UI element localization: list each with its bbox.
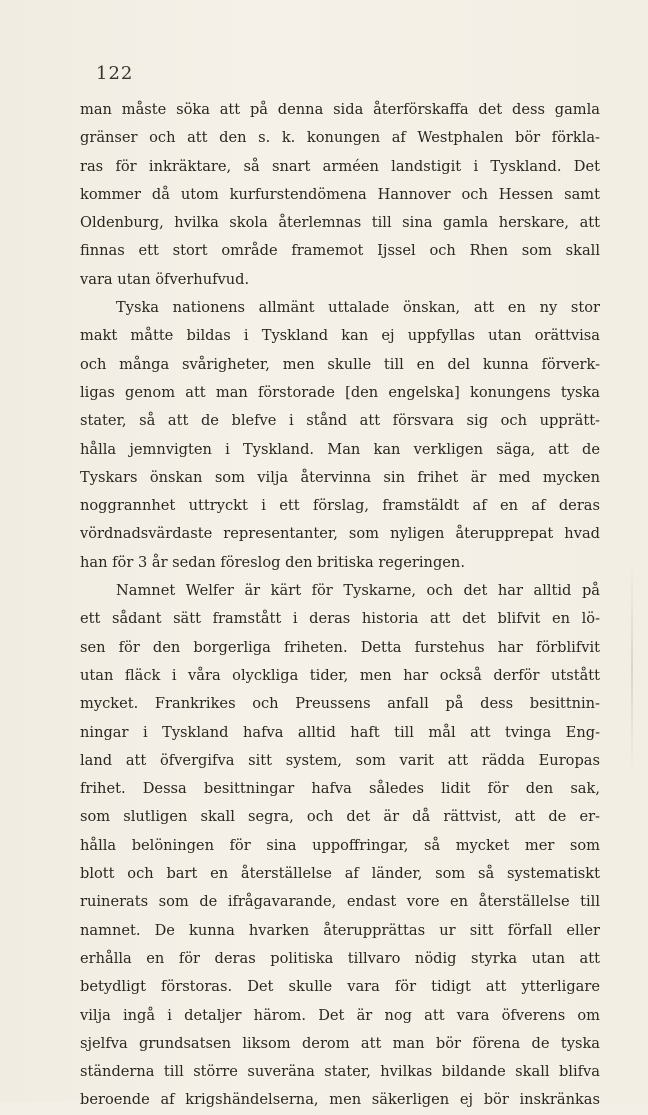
text-line: ruinerats som de ifrågavarande, endast vore en återställelse till (80, 893, 600, 911)
text-line: vördnadsvärdaste representanter, som nyligen återupprepat hvad (80, 525, 600, 543)
text-line: erhålla en för deras politiska tillvaro nödig styrka utan att (80, 949, 600, 967)
text-line: Oldenburg, hvilka skola återlemnas till sina gamla herskare, att (80, 214, 600, 232)
text-line: man måste söka att på denna sida återförskaffa det dess gamla (80, 101, 600, 118)
paragraph-2 (80, 294, 600, 577)
text-line: beroende af krigshändelserna, men säkerligen ej bör inskränkas (80, 1091, 600, 1109)
text-line: gränser och att den s. k. konungen af Westphalen bör förkla- (80, 129, 600, 147)
text-line: mycket. Frankrikes och Preussens anfall på dess besittnin- (80, 695, 600, 713)
text-line: land att öfvergifva sitt system, som varit att rädda Europas (80, 751, 600, 769)
page-number: 122 (96, 63, 134, 84)
text-line: betydligt förstoras. Det skulle vara för tidigt att ytterligare (80, 978, 600, 996)
text-line: stater, så att de blefve i stånd att försvara sig och upprätt- (80, 412, 600, 430)
text-line: blott och bart en återställelse af länder, som så systematiskt (80, 865, 600, 883)
text-line: makt måtte bildas i Tyskland kan ej uppfyllas utan orättvisa (80, 327, 600, 345)
text-line: kommer då utom kurfurstendömena Hannover och Hessen samt (80, 185, 600, 203)
text-line: sjelfva grundsatsen liksom derom att man bör förena de tyska (80, 1034, 600, 1052)
text-line: och många svårigheter, men skulle till en del kunna förverk- (80, 355, 600, 373)
paragraph-3 (80, 577, 600, 1115)
text-line: frihet. Dessa besittningar hafva således lidit för den sak, (80, 780, 600, 798)
page-edge-shadow (631, 560, 633, 780)
text-line: Tyskars önskan som vilja återvinna sin frihet är med mycken (80, 468, 600, 486)
text-line: hålla belöningen för sina uppoffringar, så mycket mer som (80, 836, 600, 854)
text-line: utan fläck i våra olyckliga tider, men har också derför utstått (80, 666, 600, 684)
text-line: vilja ingå i detaljer härom. Det är nog att vara öfverens om (80, 1006, 600, 1024)
body-text (80, 96, 600, 1115)
text-line: ras för inkräktare, så snart arméen landstigit i Tyskland. Det (80, 157, 600, 175)
text-line: namnet. De kunna hvarken återupprättas ur sitt förfall eller (80, 921, 600, 939)
text-line: vara utan öfverhufvud. (80, 270, 250, 288)
text-line: ligas genom att man förstorade [den engelska] konungens tyska (80, 383, 600, 401)
text-line: sen för den borgerliga friheten. Detta furstehus har förblifvit (80, 638, 600, 656)
text-line: finnas ett stort område framemot Ijssel och Rhen som skall (80, 242, 600, 260)
text-line: ningar i Tyskland hafva alltid haft till mål att tvinga Eng- (80, 723, 600, 741)
text-line: ett sådant sätt framstått i deras historia att det blifvit en lö- (80, 610, 600, 628)
text-line: han för 3 år sedan föreslog den britiska regeringen. (80, 553, 465, 571)
text-line: ständerna till större suveräna stater, hvilkas bildande skall blifva (80, 1063, 600, 1081)
text-line: Namnet Welfer är kärt för Tyskarne, och det har alltid på (116, 582, 600, 600)
text-line: som slutligen skall segra, och det är då rättvist, att de er- (80, 808, 600, 826)
paragraph-1 (80, 96, 600, 294)
text-line: Tyska nationens allmänt uttalade önskan, att en ny stor (116, 299, 600, 317)
text-line: hålla jemnvigten i Tyskland. Man kan verkligen säga, att de (80, 440, 600, 458)
text-line: noggrannhet uttryckt i ett förslag, framstäldt af en af deras (80, 497, 600, 515)
